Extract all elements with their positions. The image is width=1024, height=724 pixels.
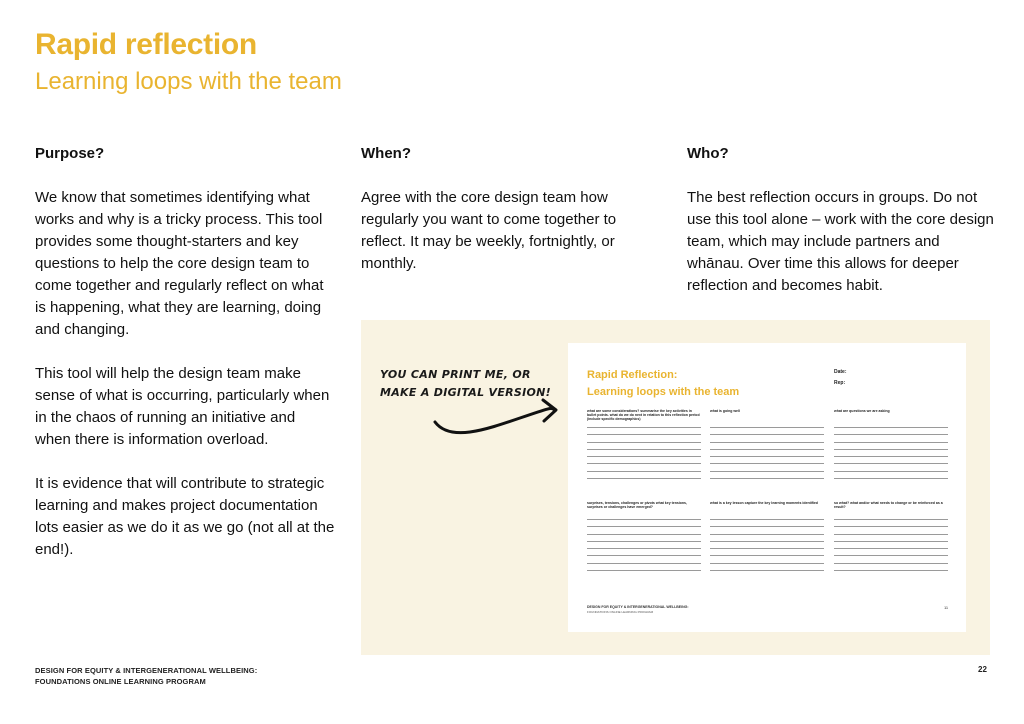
purpose-paragraph: It is evidence that will contribute to strategic learning and makes project documentation lots easier as we do it as we go (not all at the end!).	[35, 475, 335, 558]
who-paragraph: The best reflection occurs in groups. Do not use this tool alone – work with the core design team, which may include partners and whānau. Over time this allows for deeper reflection and becomes habit.	[687, 189, 994, 294]
page-number: 22	[978, 665, 987, 674]
worksheet-question: what is going well	[710, 409, 740, 413]
page-subtitle: Learning loops with the team	[35, 68, 342, 95]
page-title: Rapid reflection	[35, 28, 257, 61]
worksheet-question: so what? what and/or what needs to change or be reinforced as a result?	[834, 501, 943, 509]
worksheet-title-line: Learning loops with the team	[587, 386, 740, 398]
worksheet-footer: FOUNDATIONS ONLINE LEARNING PROGRAM	[587, 610, 654, 614]
worksheet-cell	[834, 501, 948, 577]
page-footer	[35, 665, 257, 687]
worksheet-cell	[834, 409, 948, 485]
worksheet-title-line: Rapid Reflection:	[587, 369, 678, 381]
worksheet-preview	[568, 343, 966, 632]
rep-label: Rep:	[834, 380, 846, 386]
worksheet-footer: DESIGN FOR EQUITY & INTERGENERATIONAL WELLBEING:	[587, 605, 689, 609]
when-heading: When?	[361, 145, 411, 162]
worksheet-cell	[710, 409, 824, 485]
purpose-paragraph: We know that sometimes identifying what works and why is a tricky process. This tool provides some thought-starters and key questions to help the core design team to come together and regularly reflect on what is happening, what they are learning, doing and changing.	[35, 189, 324, 338]
worksheet-question: surprises, tensions, challenges or pivots what key tensions, surprises or challenges have emerged?	[587, 501, 687, 509]
when-paragraph: Agree with the core design team how regularly you want to come together to reflect. It may be weekly, fortnightly, or monthly.	[361, 189, 617, 272]
worksheet-meta	[834, 367, 847, 389]
date-label: Date:	[834, 369, 847, 375]
worksheet-question: what are questions we are asking	[834, 409, 890, 413]
worksheet-title	[587, 367, 739, 401]
worksheet-cell	[710, 501, 824, 577]
worksheet-cell	[587, 501, 701, 577]
arrow-icon	[425, 390, 565, 440]
worksheet-page-number: 11	[944, 605, 949, 610]
purpose-column	[35, 143, 335, 583]
note-line: MAKE A DIGITAL VERSION!	[380, 386, 552, 399]
footer-line: FOUNDATIONS ONLINE LEARNING PROGRAM	[35, 677, 206, 686]
purpose-paragraph: This tool will help the design team make sense of what is occurring, particularly when in the chaos of running an initiative and when there is information overload.	[35, 365, 330, 448]
worksheet-question: what is a key lesson capture the key learning moments identified	[710, 501, 818, 505]
purpose-heading: Purpose?	[35, 145, 105, 162]
note-line: YOU CAN PRINT ME, OR	[380, 368, 531, 381]
worksheet-cell	[587, 409, 701, 485]
worksheet-question: what are some considerations? summarise the key activities in bullet points. what do we do next in relation to this reflection period (include specific demographics)	[587, 409, 700, 421]
who-column	[687, 143, 997, 319]
when-column	[361, 143, 651, 297]
who-heading: Who?	[687, 145, 729, 162]
footer-line: DESIGN FOR EQUITY & INTERGENERATIONAL WELLBEING:	[35, 666, 258, 675]
